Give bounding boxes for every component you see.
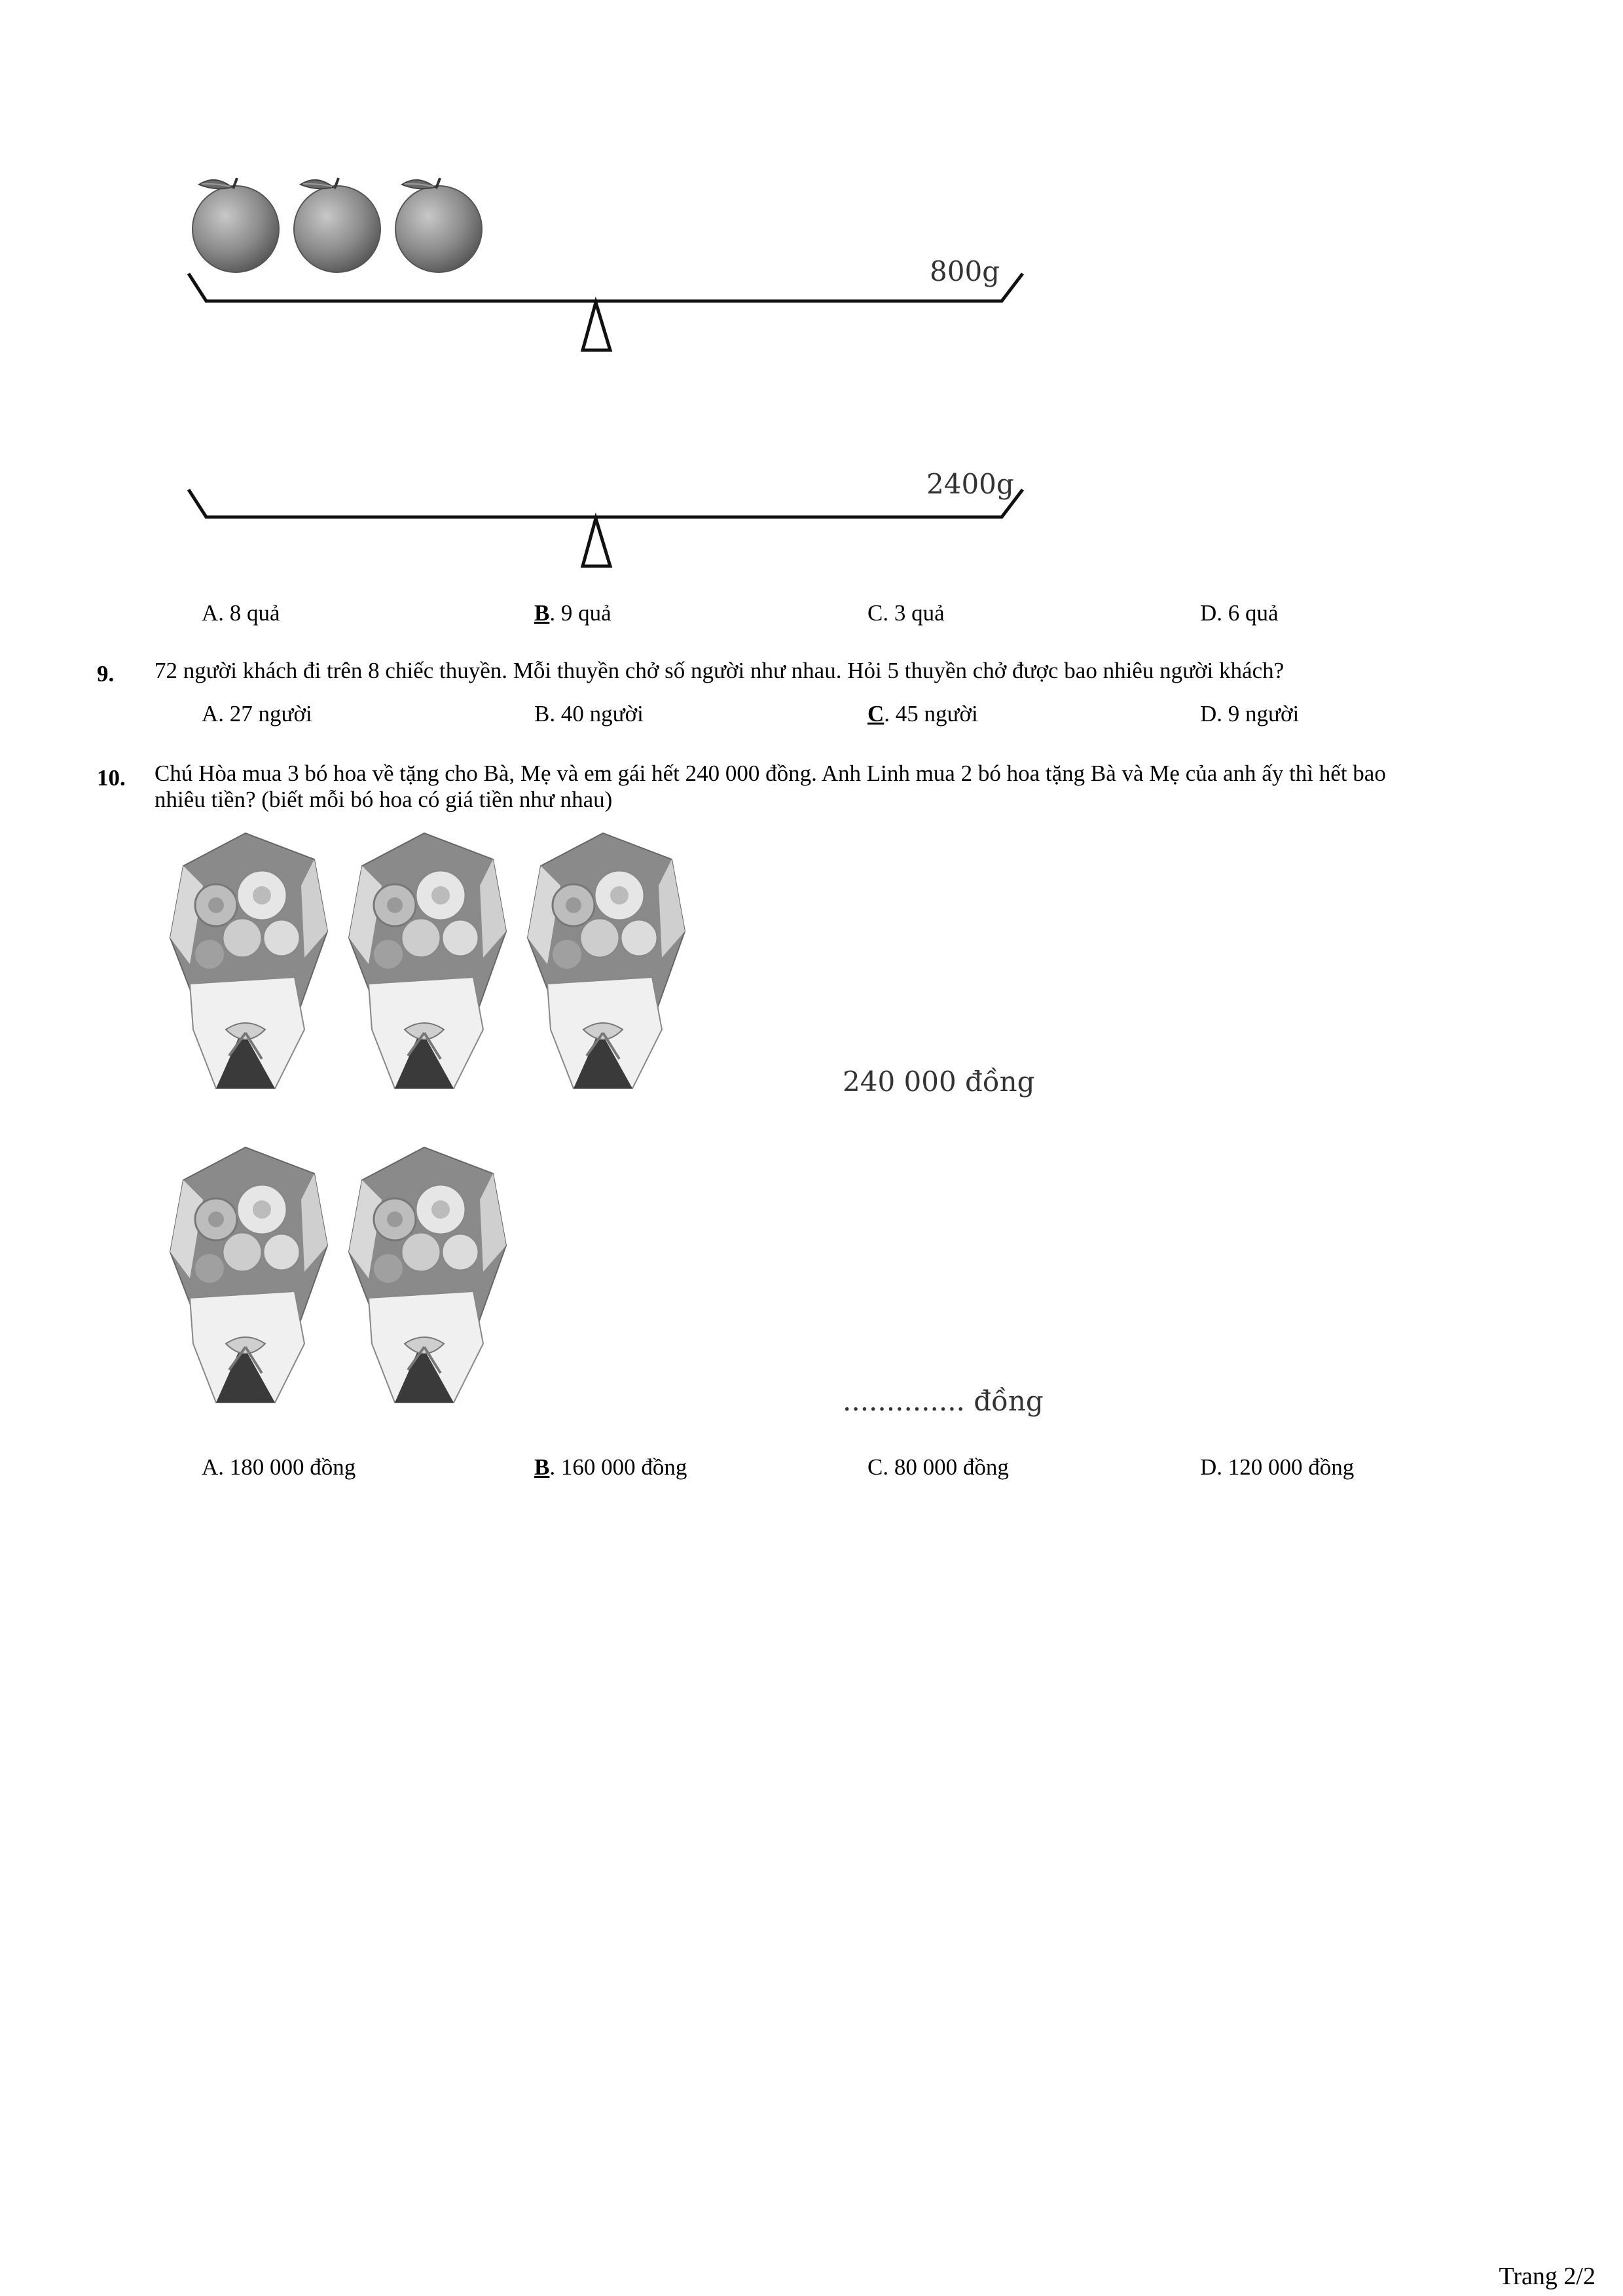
- q9-option-b[interactable]: [534, 701, 644, 727]
- option-letter: D: [1200, 1454, 1217, 1480]
- q10-bouquets-top: [164, 828, 707, 1096]
- option-text: . 6 quả: [1216, 600, 1279, 626]
- orange-icon: [294, 178, 380, 272]
- option-text: . 9 người: [1216, 701, 1300, 726]
- option-text: . 160 000 đồng: [549, 1454, 687, 1480]
- option-text: . 27 người: [218, 701, 312, 726]
- q8-scale-bottom-label: 2400g: [926, 468, 1014, 500]
- q8-scale-top-label: 800g: [930, 255, 1000, 287]
- bouquet-icon: [170, 1147, 327, 1403]
- q9-text: 72 người khách đi trên 8 chiếc thuyền. Mỗi thuyền chở số người như nhau. Hỏi 5 thuyền chở được bao nhiêu người khách?: [155, 658, 1285, 683]
- q10-number: 10.: [97, 765, 126, 791]
- q8-option-b[interactable]: [534, 600, 611, 626]
- q9-option-c[interactable]: [867, 701, 978, 727]
- q10-text-line2: nhiêu tiền? (biết mỗi bó hoa có giá tiền như nhau): [155, 787, 613, 812]
- q10-option-d[interactable]: [1200, 1454, 1354, 1480]
- option-letter-correct: B: [534, 1454, 550, 1480]
- q10-option-a[interactable]: [202, 1454, 356, 1480]
- bouquet-icon: [170, 833, 327, 1088]
- option-letter: D: [1200, 600, 1217, 626]
- option-letter: B: [534, 701, 550, 726]
- option-letter: A: [202, 600, 219, 626]
- option-letter: C: [867, 600, 883, 626]
- orange-icon: [395, 178, 482, 272]
- bouquet-icon: [349, 1147, 506, 1403]
- option-letter-correct: C: [867, 701, 884, 726]
- q10-bouquets-bottom: [164, 1142, 530, 1410]
- option-text: . 80 000 đồng: [883, 1454, 1009, 1480]
- q10-price-unknown: .............. đồng: [843, 1385, 1044, 1417]
- option-text: . 40 người: [549, 701, 644, 726]
- page-number: Trang 2/2: [1499, 2263, 1596, 2290]
- option-letter: A: [202, 701, 219, 726]
- q9-number: 9.: [97, 661, 115, 687]
- option-text: . 8 quả: [218, 600, 280, 626]
- option-text: . 180 000 đồng: [218, 1454, 356, 1480]
- option-letter: D: [1200, 701, 1217, 726]
- q10-option-b[interactable]: [534, 1454, 687, 1480]
- option-text: . 45 người: [884, 701, 978, 726]
- bouquet-icon: [349, 833, 506, 1088]
- q8-scale-bottom: [177, 484, 1048, 583]
- q8-option-c[interactable]: [867, 600, 945, 626]
- option-letter: A: [202, 1454, 219, 1480]
- q9-option-d[interactable]: [1200, 701, 1299, 727]
- q10-price-known: 240 000 đồng: [843, 1066, 1035, 1098]
- q8-option-d[interactable]: [1200, 600, 1279, 626]
- option-letter: C: [867, 1454, 883, 1480]
- orange-icon: [192, 178, 279, 272]
- q9-option-a[interactable]: [202, 701, 312, 727]
- q8-option-a[interactable]: [202, 600, 280, 626]
- q8-scale-top: [177, 177, 1048, 367]
- option-text: . 3 quả: [883, 600, 945, 626]
- option-text: . 120 000 đồng: [1216, 1454, 1355, 1480]
- q10-text-line1: Chú Hòa mua 3 bó hoa về tặng cho Bà, Mẹ và em gái hết 240 000 đồng. Anh Linh mua 2 bó hoa tặng Bà và Mẹ của anh ấy thì hết bao: [155, 761, 1386, 786]
- option-text: . 9 quả: [549, 600, 611, 626]
- bouquet-icon: [528, 833, 685, 1088]
- q10-option-c[interactable]: [867, 1454, 1009, 1480]
- option-letter-correct: B: [534, 600, 550, 626]
